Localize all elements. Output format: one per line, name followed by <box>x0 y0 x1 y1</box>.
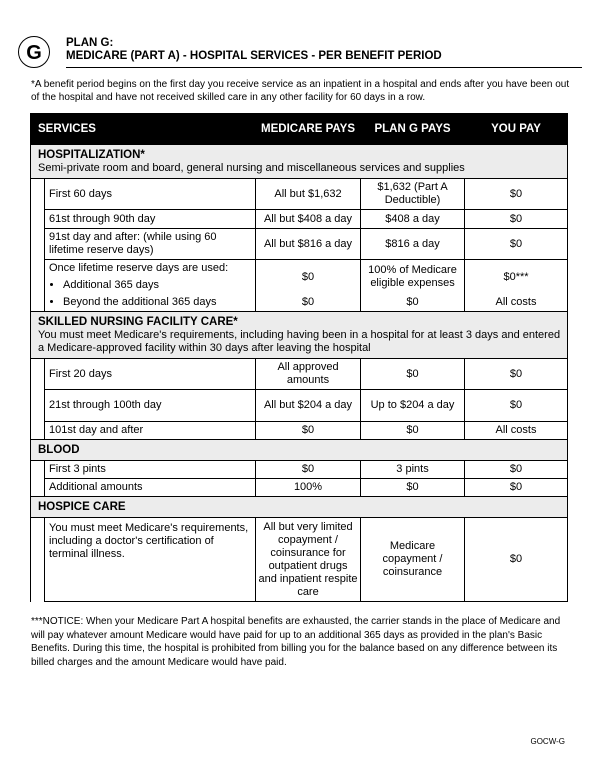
medicare-cell: All but very limited copayment / coinsurance for outpatient drugs and inpatient respite care <box>256 518 361 602</box>
plan-cell: $408 a day <box>361 210 465 229</box>
service-bullet: • Beyond the additional 365 days <box>63 296 251 309</box>
section-title: SKILLED NURSING FACILITY CARE* <box>38 316 238 328</box>
medicare-cell: $0 <box>256 294 361 312</box>
plan-cell: 3 pints <box>361 461 465 479</box>
plan-cell: $0 <box>361 479 465 497</box>
medicare-cell: All but $1,632 <box>256 179 361 210</box>
section-skilled-nursing <box>31 312 568 359</box>
indent-spacer <box>31 179 45 312</box>
plan-cell: $0 <box>361 422 465 440</box>
plan-label: PLAN G: <box>66 37 114 49</box>
table-row <box>31 294 568 312</box>
plan-cell: $0 <box>361 294 465 312</box>
header-you-pay: YOU PAY <box>465 114 568 145</box>
table-row <box>31 260 568 278</box>
service-cell: First 60 days <box>45 179 256 210</box>
medicare-cell: $0 <box>256 260 361 295</box>
section-row-hospitalization <box>31 145 568 179</box>
service-bullet: • Additional 365 days <box>63 279 251 292</box>
service-cell <box>45 277 256 294</box>
service-cell <box>45 294 256 312</box>
section-row-blood <box>31 440 568 461</box>
you-pay-cell: All costs <box>465 294 568 312</box>
page-header <box>18 32 578 72</box>
you-pay-cell: $0 <box>465 479 568 497</box>
page-title: MEDICARE (PART A) - HOSPITAL SERVICES - PER BENEFIT PERIOD <box>66 50 442 62</box>
you-pay-cell: $0 <box>465 210 568 229</box>
you-pay-cell: $0 <box>465 179 568 210</box>
plan-cell: $0 <box>361 359 465 390</box>
service-cell: 21st through 100th day <box>45 390 256 422</box>
section-title: BLOOD <box>38 444 80 456</box>
header-services: SERVICES <box>31 114 256 145</box>
service-cell: Additional amounts <box>45 479 256 497</box>
medicare-cell: All but $408 a day <box>256 210 361 229</box>
table-row <box>31 422 568 440</box>
plan-cell: $1,632 (Part A Deductible) <box>361 179 465 210</box>
medicare-cell: 100% <box>256 479 361 497</box>
service-cell: 61st through 90th day <box>45 210 256 229</box>
plan-cell: Medicare copayment / coinsurance <box>361 518 465 602</box>
medicare-cell: All but $816 a day <box>256 229 361 260</box>
section-blood <box>31 440 568 461</box>
section-subtitle: You must meet Medicare's requirements, including having been in a hospital for at least 3 days and entered a Medicare-approved facility within 30 days after leaving the hospital <box>38 329 561 354</box>
table-row <box>31 479 568 497</box>
medicare-cell: $0 <box>256 422 361 440</box>
you-pay-cell: $0 <box>465 461 568 479</box>
reserve-label-cell: Once lifetime reserve days are used: <box>45 260 256 278</box>
you-pay-cell: All costs <box>465 422 568 440</box>
medicare-cell: All but $204 a day <box>256 390 361 422</box>
indent-spacer <box>31 461 45 497</box>
table-row <box>31 179 568 210</box>
you-pay-cell: $0 <box>465 359 568 390</box>
indent-spacer <box>31 359 45 440</box>
plan-cell: 100% of Medicare eligible expenses <box>361 260 465 295</box>
section-hospitalization <box>31 145 568 179</box>
part-a-notice: ***NOTICE: When your Medicare Part A hospital benefits are exhausted, the carrier stands in the place of Medicare and will pay whatever amount Medicare would have paid for up to an additional 365 days as provided in the plan's Basic Benefits. During this time, the hospital is prohibited from billing you for the balance based on any difference between its billed charges and the amount Medicare would have paid. <box>31 616 561 668</box>
you-pay-cell: $0 <box>465 518 568 602</box>
you-pay-cell: $0 <box>465 390 568 422</box>
service-cell: First 20 days <box>45 359 256 390</box>
header-medicare-pays: MEDICARE PAYS <box>256 114 361 145</box>
plan-letter-badge: G <box>18 36 50 68</box>
indent-spacer <box>31 518 45 602</box>
benefit-period-note: *A benefit period begins on the first day you receive service as an inpatient in a hospital and ends after you have been out of the hospital and have not received skilled care in any other facility for 60 days in a row. <box>31 79 570 103</box>
medicare-cell: All approved amounts <box>256 359 361 390</box>
medicare-cell: $0 <box>256 461 361 479</box>
section-title: HOSPITALIZATION* <box>38 149 145 161</box>
service-cell: 101st day and after <box>45 422 256 440</box>
service-cell: First 3 pints <box>45 461 256 479</box>
table-row <box>31 210 568 229</box>
section-row-hospice <box>31 497 568 518</box>
benefits-table <box>30 113 568 602</box>
section-subtitle: Semi-private room and board, general nursing and miscellaneous services and supplies <box>38 162 465 174</box>
header-plan-pays: PLAN G PAYS <box>361 114 465 145</box>
service-cell: You must meet Medicare's requirements, including a doctor's certification of terminal illness. <box>45 518 256 602</box>
table-row <box>31 461 568 479</box>
table-row <box>31 518 568 602</box>
plan-cell: Up to $204 a day <box>361 390 465 422</box>
you-pay-cell: $0*** <box>465 260 568 295</box>
table-row <box>31 229 568 260</box>
plan-cell: $816 a day <box>361 229 465 260</box>
you-pay-cell: $0 <box>465 229 568 260</box>
section-title: HOSPICE CARE <box>38 501 126 513</box>
form-code: GOCW-G <box>530 737 565 746</box>
section-hospice <box>31 497 568 518</box>
table-row <box>31 359 568 390</box>
title-divider <box>66 67 582 68</box>
service-cell: 91st day and after: (while using 60 lifetime reserve days) <box>45 229 256 260</box>
table-row <box>31 390 568 422</box>
table-header-row <box>31 114 568 145</box>
section-row-skilled-nursing <box>31 312 568 359</box>
